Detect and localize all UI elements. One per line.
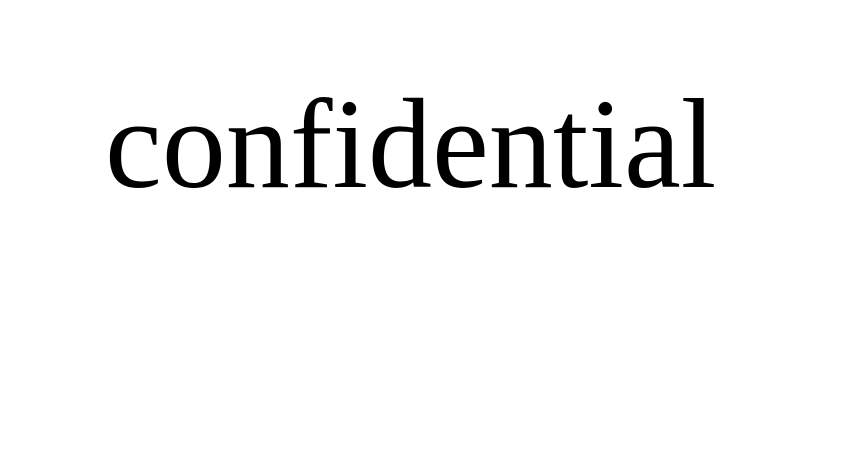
confidential-text: confidential: [105, 73, 717, 215]
